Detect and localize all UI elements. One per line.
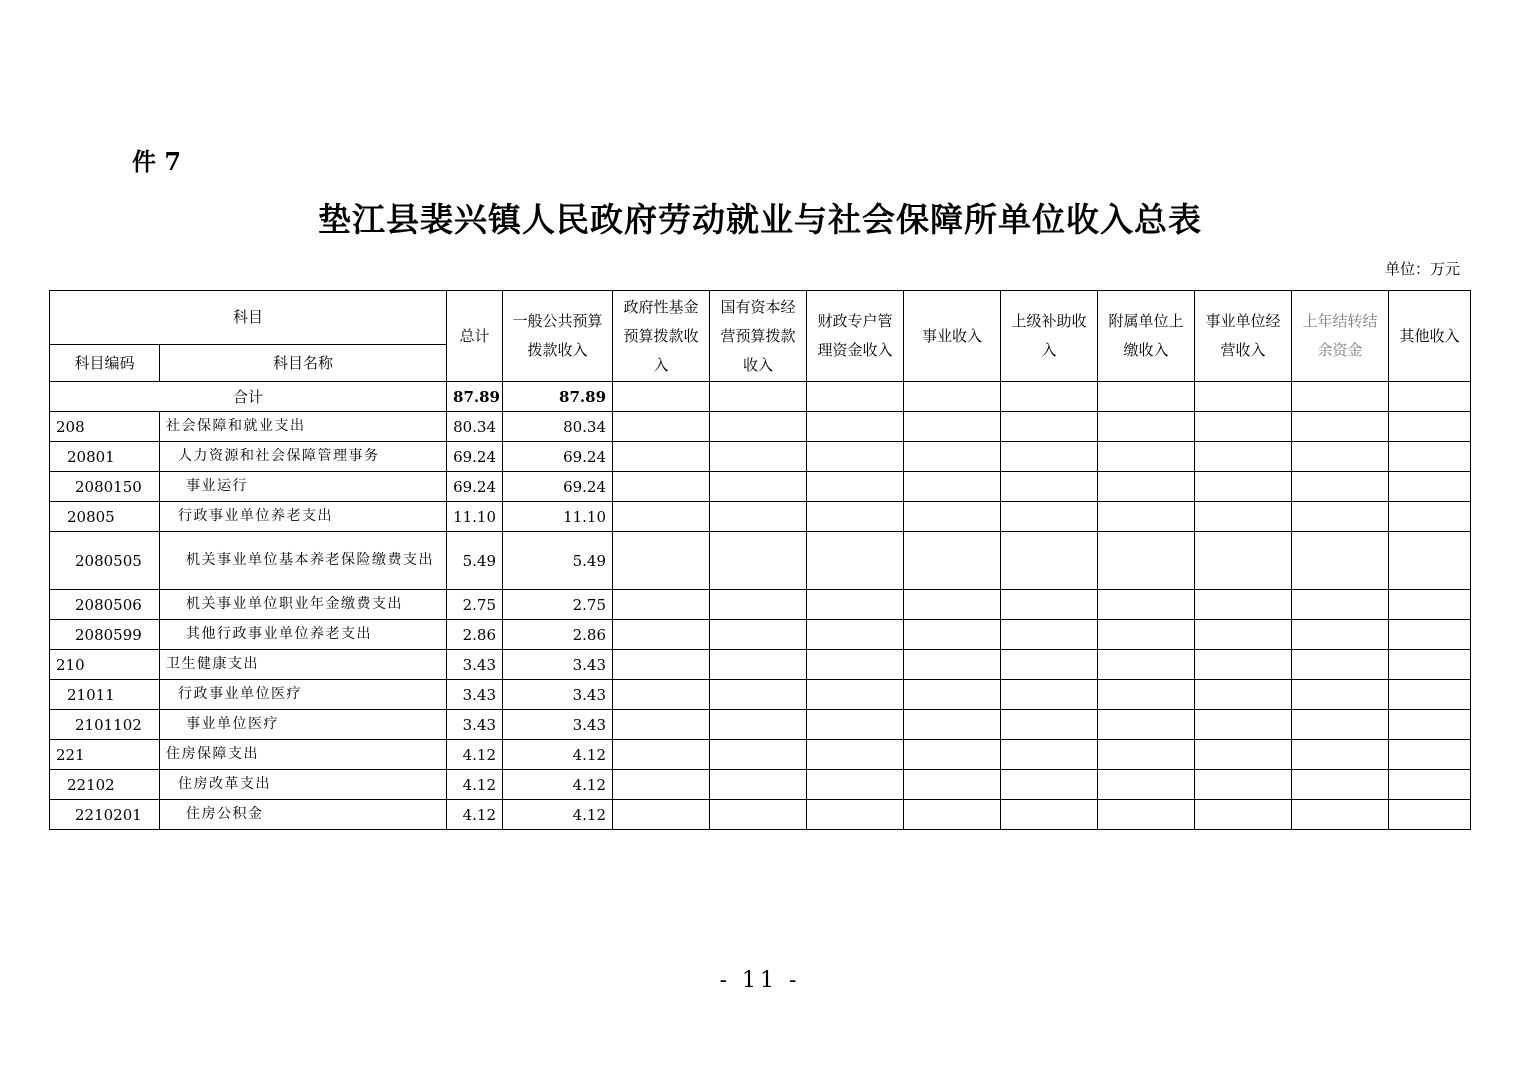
row-total: 80.34 [447,412,503,442]
page-number: - 11 - [719,968,801,993]
unit-label: 单位：万元 [1384,260,1460,278]
row-total: 4.12 [447,770,503,800]
row-code: 21011 [50,680,160,710]
table-row [50,710,1471,740]
row-code: 2080505 [50,532,160,590]
header-state-capital: 国有资本经营预算拨款收入 [710,291,807,382]
row-name: 行政事业单位医疗 [160,680,447,710]
row-code: 20801 [50,442,160,472]
row-name: 事业单位医疗 [160,710,447,740]
header-gov-fund: 政府性基金预算拨款收入 [613,291,710,382]
row-total: 3.43 [447,650,503,680]
summary-total: 87.89 [447,382,503,412]
header-fiscal-special: 财政专户管理资金收入 [807,291,904,382]
summary-label: 合计 [50,382,447,412]
row-total: 69.24 [447,472,503,502]
row-code: 2210201 [50,800,160,830]
table-row [50,502,1471,532]
row-code: 20805 [50,502,160,532]
row-general-budget: 2.75 [503,590,613,620]
table-row [50,650,1471,680]
row-name: 其他行政事业单位养老支出 [160,620,447,650]
row-name: 人力资源和社会保障管理事务 [160,442,447,472]
row-name: 卫生健康支出 [160,650,447,680]
table-row [50,532,1471,590]
row-general-budget: 3.43 [503,710,613,740]
attachment-label: 件 7 [132,147,182,176]
header-subject-name: 科目名称 [160,345,447,382]
row-name: 住房公积金 [160,800,447,830]
header-business-income: 事业收入 [904,291,1001,382]
table-row [50,442,1471,472]
summary-general-budget: 87.89 [503,382,613,412]
table-row [50,770,1471,800]
table-row [50,680,1471,710]
row-total: 4.12 [447,740,503,770]
row-code: 22102 [50,770,160,800]
row-general-budget: 2.86 [503,620,613,650]
income-summary-table [49,290,1471,830]
row-name: 机关事业单位职业年金缴费支出 [160,590,447,620]
row-total: 11.10 [447,502,503,532]
row-name: 机关事业单位基本养老保险缴费支出 [160,532,447,590]
header-carryover: 上年结转结余资金 [1292,291,1389,382]
row-code: 2080150 [50,472,160,502]
table-row [50,472,1471,502]
header-subject-code: 科目编码 [50,345,160,382]
row-general-budget: 3.43 [503,680,613,710]
table-row [50,412,1471,442]
row-general-budget: 69.24 [503,442,613,472]
row-code: 221 [50,740,160,770]
row-total: 5.49 [447,532,503,590]
row-general-budget: 69.24 [503,472,613,502]
row-general-budget: 3.43 [503,650,613,680]
table-row [50,800,1471,830]
document-title: 垫江县裴兴镇人民政府劳动就业与社会保障所单位收入总表 [318,200,1202,239]
summary-row [50,382,1471,412]
row-code: 208 [50,412,160,442]
row-total: 2.86 [447,620,503,650]
row-general-budget: 4.12 [503,800,613,830]
row-total: 4.12 [447,800,503,830]
row-name: 事业运行 [160,472,447,502]
row-name: 住房改革支出 [160,770,447,800]
row-name: 住房保障支出 [160,740,447,770]
row-total: 3.43 [447,680,503,710]
row-code: 210 [50,650,160,680]
header-subject: 科目 [50,291,447,345]
header-total: 总计 [447,291,503,382]
row-code: 2080599 [50,620,160,650]
row-total: 3.43 [447,710,503,740]
header-operating-income: 事业单位经营收入 [1195,291,1292,382]
header-superior-subsidy: 上级补助收入 [1001,291,1098,382]
row-name: 社会保障和就业支出 [160,412,447,442]
header-other-income: 其他收入 [1389,291,1471,382]
table-row [50,740,1471,770]
row-name: 行政事业单位养老支出 [160,502,447,532]
table-row [50,620,1471,650]
row-general-budget: 4.12 [503,740,613,770]
row-total: 2.75 [447,590,503,620]
row-code: 2101102 [50,710,160,740]
row-general-budget: 5.49 [503,532,613,590]
header-general-budget: 一般公共预算拨款收入 [503,291,613,382]
row-general-budget: 4.12 [503,770,613,800]
row-general-budget: 11.10 [503,502,613,532]
table-row [50,590,1471,620]
row-total: 69.24 [447,442,503,472]
header-affiliated-payment: 附属单位上缴收入 [1098,291,1195,382]
row-general-budget: 80.34 [503,412,613,442]
row-code: 2080506 [50,590,160,620]
